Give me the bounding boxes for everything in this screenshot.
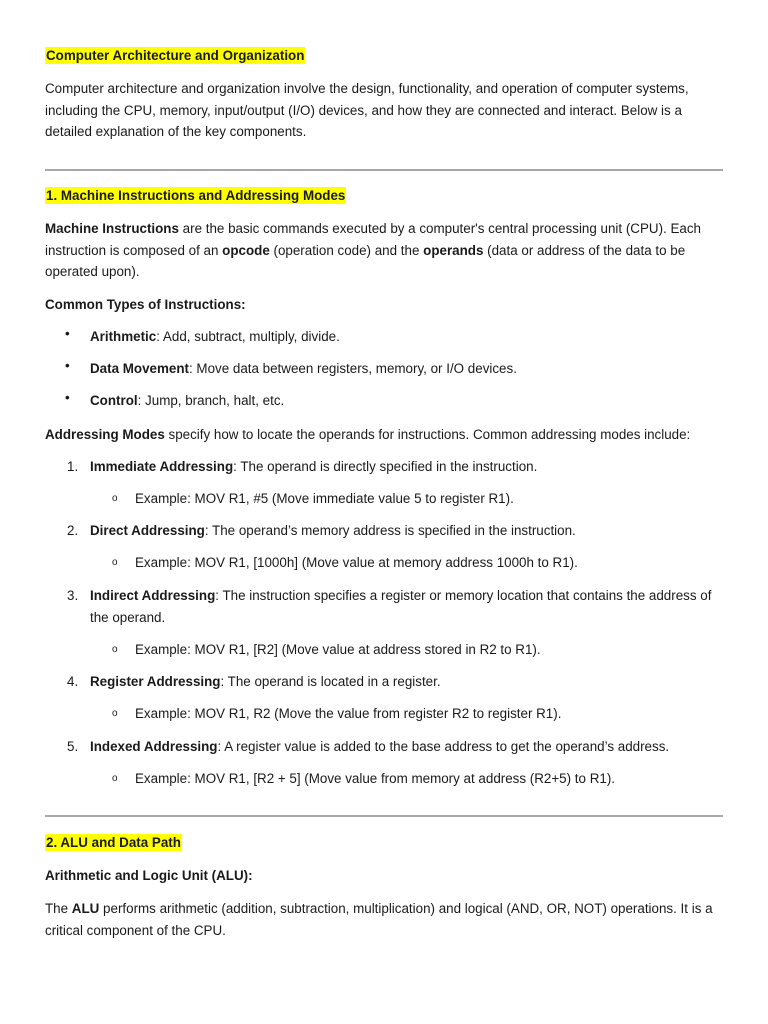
alu-heading: Arithmetic and Logic Unit (ALU):	[45, 868, 253, 883]
list-item: 3. Indirect Addressing: The instruction specifies a register or memory location that contains the address of the operand.	[67, 588, 712, 625]
list-item: • Control: Jump, branch, halt, etc.	[65, 390, 285, 408]
opcode-term: opcode	[222, 242, 270, 258]
instruction-types-heading: Common Types of Instructions:	[45, 297, 246, 312]
addressing-modes-term: Addressing Modes	[45, 427, 165, 442]
list-item: o Example: MOV R1, R2 (Move the value from register R2 to register R1).	[45, 703, 723, 725]
alu-term: ALU	[71, 901, 100, 916]
sub-bullet-icon: o	[112, 773, 118, 784]
sub-bullet-icon: o	[112, 644, 118, 655]
list-item: • Arithmetic: Add, subtract, multiply, divide.	[65, 326, 340, 344]
sub-bullet-icon: o	[112, 493, 118, 504]
document-title: Computer Architecture and Organization	[46, 48, 305, 63]
list-item: 4. Register Addressing: The operand is located in a register.	[67, 674, 441, 689]
list-item: 5. Indexed Addressing: A register value is added to the base address to get the operand’s address.	[67, 739, 670, 754]
intro-paragraph: Computer architecture and organization involve the design, functionality, and operation of computer systems, including the CPU, memory, input/output (I/O) devices, and how they are connected and interact. Below is a detailed explanation of the key components.	[45, 81, 689, 139]
list-item: o Example: MOV R1, #5 (Move immediate value 5 to register R1).	[45, 488, 723, 510]
list-item: o Example: MOV R1, [R2] (Move value at address stored in R2 to R1).	[45, 639, 723, 661]
machine-instructions-term: Machine Instructions	[45, 221, 179, 236]
bullet-icon: •	[65, 326, 70, 341]
machine-instructions-paragraph: Machine Instructions are the basic commands executed by a computer's central processing unit (CPU). Each instruction is composed of an opcode (operation code) and the operands (data or address of the data to be operated upon).	[45, 221, 701, 279]
bullet-icon: •	[65, 390, 70, 405]
section-divider	[45, 169, 723, 171]
operands-term: operands	[423, 242, 484, 258]
list-item: 2. Direct Addressing: The operand’s memory address is specified in the instruction.	[67, 523, 576, 538]
sub-bullet-icon: o	[112, 557, 118, 568]
bullet-icon: •	[65, 358, 70, 373]
sub-bullet-icon: o	[112, 708, 118, 719]
section-divider	[45, 815, 723, 817]
alu-paragraph: The ALU performs arithmetic (addition, subtraction, multiplication) and logical (AND, OR, NOT) operations. It is a critical component of the CPU.	[45, 901, 713, 938]
list-item: • Data Movement: Move data between registers, memory, or I/O devices.	[65, 358, 517, 376]
section1-heading: 1. Machine Instructions and Addressing Modes	[46, 188, 346, 203]
list-item: o Example: MOV R1, [R2 + 5] (Move value from memory at address (R2+5) to R1).	[45, 768, 723, 790]
list-item: 1. Immediate Addressing: The operand is directly specified in the instruction.	[67, 459, 538, 474]
section2-heading: 2. ALU and Data Path	[46, 835, 181, 850]
list-item: o Example: MOV R1, [1000h] (Move value at memory address 1000h to R1).	[45, 552, 723, 574]
addressing-modes-paragraph: Addressing Modes specify how to locate the operands for instructions. Common addressing modes include:	[45, 427, 691, 442]
